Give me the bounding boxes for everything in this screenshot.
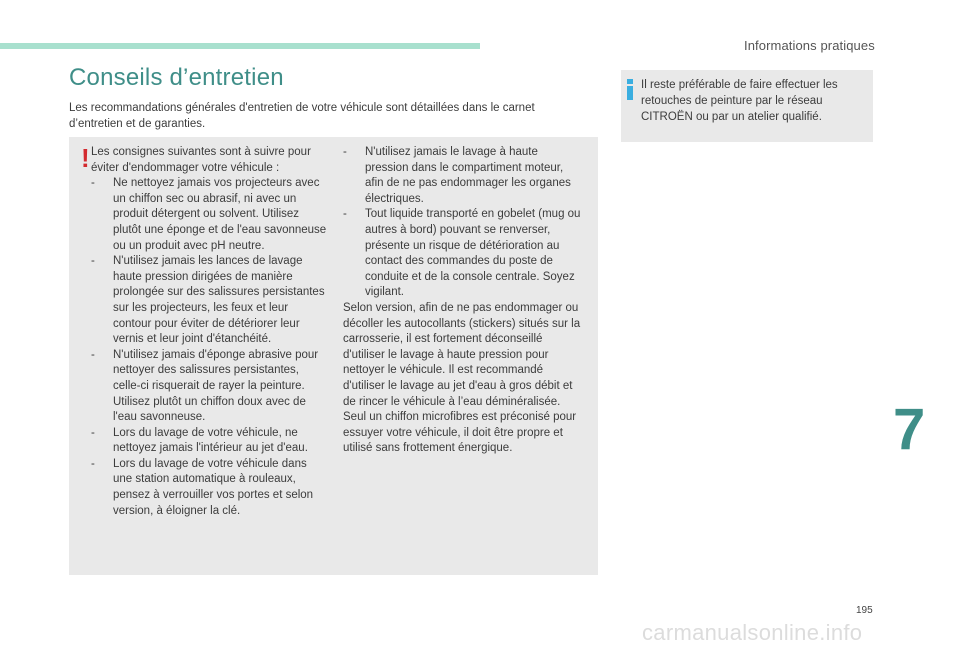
warning-list-item: - Ne nettoyez jamais vos projecteurs avec un chiffon sec ou abrasif, ni avec un produit détergent ou solvent. Utilisez plutôt une éponge et de l'eau savonneuse ou un produit avec pH neutre. <box>91 176 329 254</box>
watermark: carmanualsonline.info <box>642 620 863 645</box>
warning-list-item: - Lors du lavage de votre véhicule, ne nettoyez jamais l'intérieur au jet d'eau. <box>91 426 329 457</box>
intro-paragraph: Les recommandations générales d'entretien de votre véhicule sont détaillées dans le carnet d’entretien et de garanties. <box>69 102 535 130</box>
warning-list-item: - N'utilisez jamais les lances de lavage haute pression dirigées de manière prolongée sur des salissures persistantes sur les projecteurs, les feux et leur contour pour éviter de détériorer leur vernis et leur joint d'étanchéité. <box>91 254 329 348</box>
warning-list-item: - N'utilisez jamais le lavage à haute pression dans le compartiment moteur, afin de ne pas endommager les organes électriques. <box>343 145 583 207</box>
page-number: 195 <box>856 605 873 616</box>
chapter-number: 7 <box>893 397 926 462</box>
info-box <box>621 70 873 142</box>
warning-paragraph: Selon version, afin de ne pas endommager ou décoller les autocollants (stickers) situés sur la carrosserie, il est fortement déconseillé d'utiliser le lavage à haute pression pour nettoyer le véhicule. Il est recommandé d'utiliser le lavage au jet d'eau à gros débit et de rincer le véhicule à l’eau déminéralisée. <box>343 301 581 408</box>
page-title: Conseils d’entretien <box>69 64 284 91</box>
warning-paragraph: Seul un chiffon microfibres est préconisé pour essuyer votre véhicule, il doit être propre et utilisé sans frottement énergique. <box>343 411 577 455</box>
info-icon <box>627 79 633 99</box>
section-color-bar <box>0 43 480 49</box>
warning-left-column <box>91 145 329 519</box>
warning-intro: Les consignes suivantes sont à suivre pour éviter d'endommager votre véhicule : <box>91 146 311 174</box>
warning-exclamation-icon: ! <box>81 143 90 173</box>
warning-list-item: - Lors du lavage de votre véhicule dans une station automatique à rouleaux, pensez à verrouiller vos portes et selon version, à éloigner la clé. <box>91 457 329 519</box>
warning-right-column <box>343 145 583 457</box>
section-label: Informations pratiques <box>744 38 875 53</box>
warning-list-item: - Tout liquide transporté en gobelet (mug ou autres à bord) pouvant se renverser, présente un risque de détérioration au contact des commandes du poste de conduite et de la console centrale. Soyez vigilant. <box>343 207 583 301</box>
info-text: Il reste préférable de faire effectuer les retouches de peinture par le réseau CITROËN ou par un atelier qualifié. <box>641 79 838 123</box>
warning-box <box>69 137 598 575</box>
warning-list-item: - N'utilisez jamais d'éponge abrasive pour nettoyer des salissures persistantes, celle-ci risquerait de rayer la peinture. Utilisez plutôt un chiffon doux avec de l'eau savonneuse. <box>91 348 329 426</box>
